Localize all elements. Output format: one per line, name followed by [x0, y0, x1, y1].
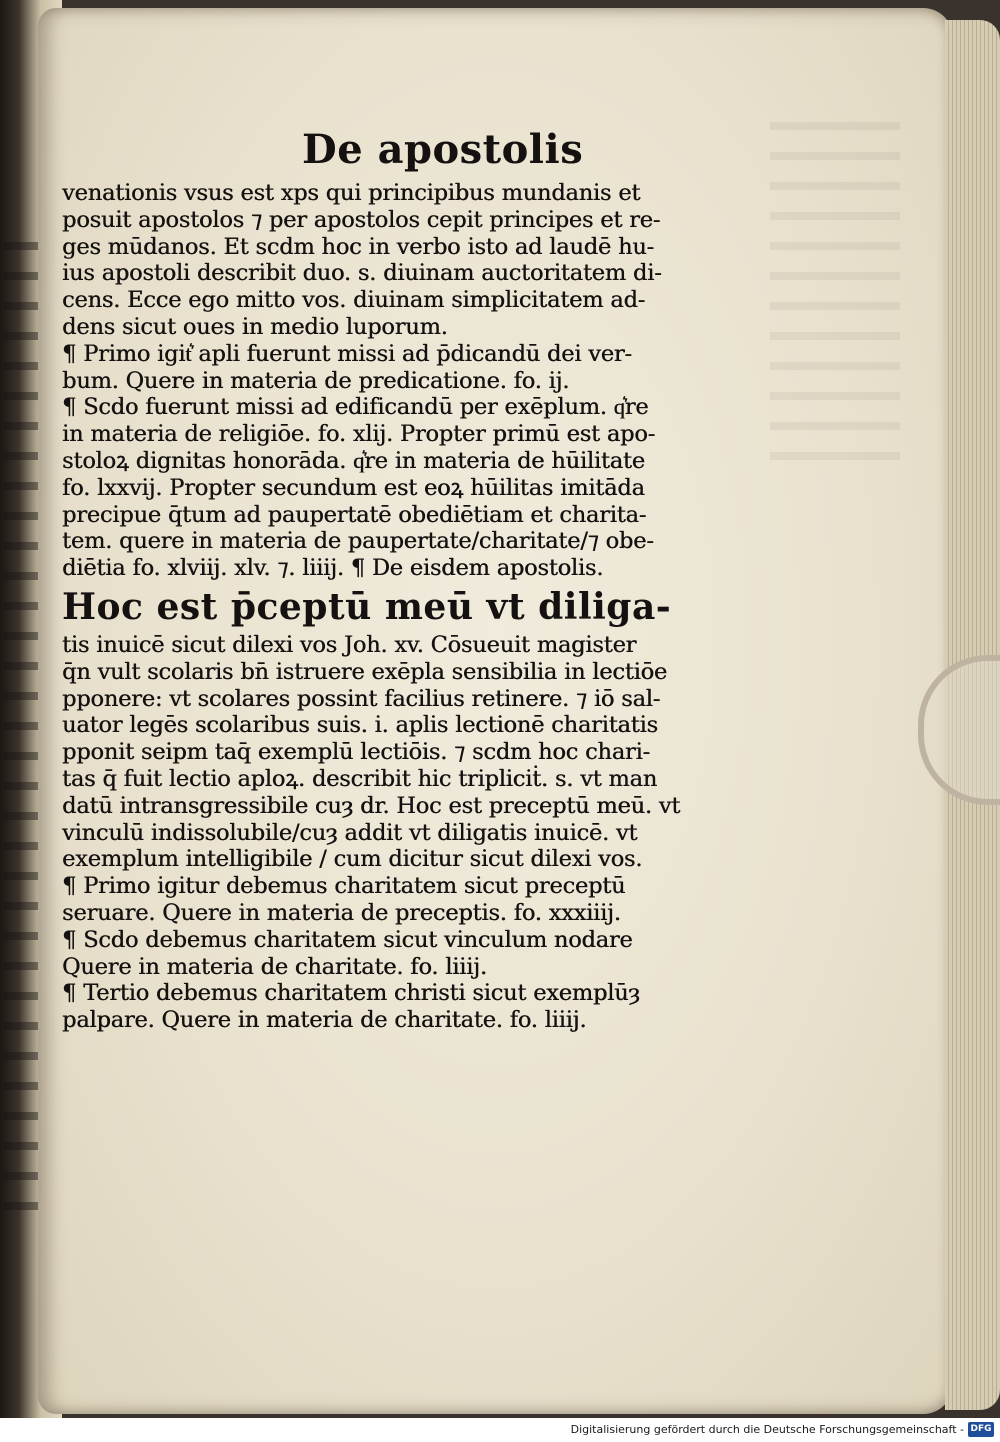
text-line: stoloꝝ dignitas honorāda. q͛re in materia de hūilitate — [62, 447, 645, 474]
text-block — [62, 120, 782, 1034]
left-page-text-fragments — [4, 230, 38, 1230]
text-line: pponere: vt scolares possint facilius retinere. ⁊ iō sal- — [62, 685, 661, 712]
text-line: ¶ Primo igit͛ apli fuerunt missi ad p̄dicandū dei ver- — [62, 340, 632, 367]
page-heading: De apostolis — [302, 126, 584, 173]
text-line: bum. Quere in materia de predicatione. fo. ij. — [62, 367, 570, 394]
text-line: ¶ Tertio debemus charitatem christi sicut exemplūȝ — [62, 980, 640, 1007]
show-through-text — [770, 100, 900, 480]
paragraph-block-1 — [62, 180, 782, 582]
text-line: datū intransgressibile cuȝ dr. Hoc est preceptū meū. vt — [62, 792, 681, 819]
text-line: in materia de religiōe. fo. xlij. Propter primū est apo- — [62, 421, 655, 448]
text-line: palpare. Quere in materia de charitate. fo. liiij. — [62, 1007, 587, 1034]
text-line: posuit apostolos ⁊ per apostolos cepit principes et re- — [62, 206, 661, 233]
text-line: fo. lxxvij. Propter secundum est eoꝝ hūilitas imitāda — [62, 474, 645, 501]
text-line: ius apostoli describit duo. s. diuinam auctoritatem di- — [62, 260, 662, 287]
text-line: ges mūdanos. Et scdm hoc in verbo isto ad laudē hu- — [62, 233, 654, 260]
text-line: Quere in materia de charitate. fo. liiij. — [62, 953, 487, 980]
footer-credit: Digitalisierung gefördert durch die Deutsche Forschungsgemeinschaft - — [570, 1423, 964, 1436]
section-opening-line: Hoc est p̄ceptū meū vt diliga- — [62, 585, 672, 628]
text-line: ¶ Scdo fuerunt missi ad edificandū per exēplum. q͛re — [62, 394, 649, 421]
footer-band — [0, 1418, 1000, 1442]
text-line: tem. quere in materia de paupertate/charitate/⁊ obe- — [62, 528, 654, 555]
text-line: seruare. Quere in materia de preceptis. fo. xxxiiij. — [62, 899, 621, 926]
text-line: exemplum intelligibile / cum dicitur sicut dilexi vos. — [62, 846, 643, 873]
paragraph-block-2 — [62, 632, 782, 1034]
text-line: pponit seipm taq̄ exemplū lectiōis. ⁊ scdm hoc chari- — [62, 739, 650, 766]
text-line: dens sicut oues in medio luporum. — [62, 313, 448, 340]
text-line: uator legēs scolaribus suis. i. aplis lectionē charitatis — [62, 712, 658, 739]
text-line: venationis vsus est xps qui principibus mundanis et — [62, 180, 641, 206]
text-line: ¶ Scdo debemus charitatem sicut vinculum nodare — [62, 926, 633, 953]
text-line: q̄n vult scolaris bn̄ istruere exēpla sensibilia in lectiōe — [62, 658, 667, 685]
text-line: tis inuicē sicut dilexi vos Joh. xv. Cōsueuit magister — [62, 631, 637, 658]
text-line: tas q̄ fuit lectio aploꝝ. describit hic tripliciṫ. s. vt man — [62, 765, 658, 792]
text-line: precipue q̄tum ad paupertatē obediētiam et charita- — [62, 501, 647, 528]
dfg-logo: DFG — [968, 1422, 994, 1437]
text-line: ¶ Primo igitur debemus charitatem sicut preceptū — [62, 873, 626, 900]
text-line: diētia fo. xlviij. xlv. ⁊. liiij. ¶ De eisdem apostolis. — [62, 555, 604, 582]
text-line: vinculū indissolubile/cuȝ addit vt diligatis inuicē. vt — [62, 819, 638, 846]
text-line: cens. Ecce ego mitto vos. diuinam simplicitatem ad- — [62, 287, 646, 314]
